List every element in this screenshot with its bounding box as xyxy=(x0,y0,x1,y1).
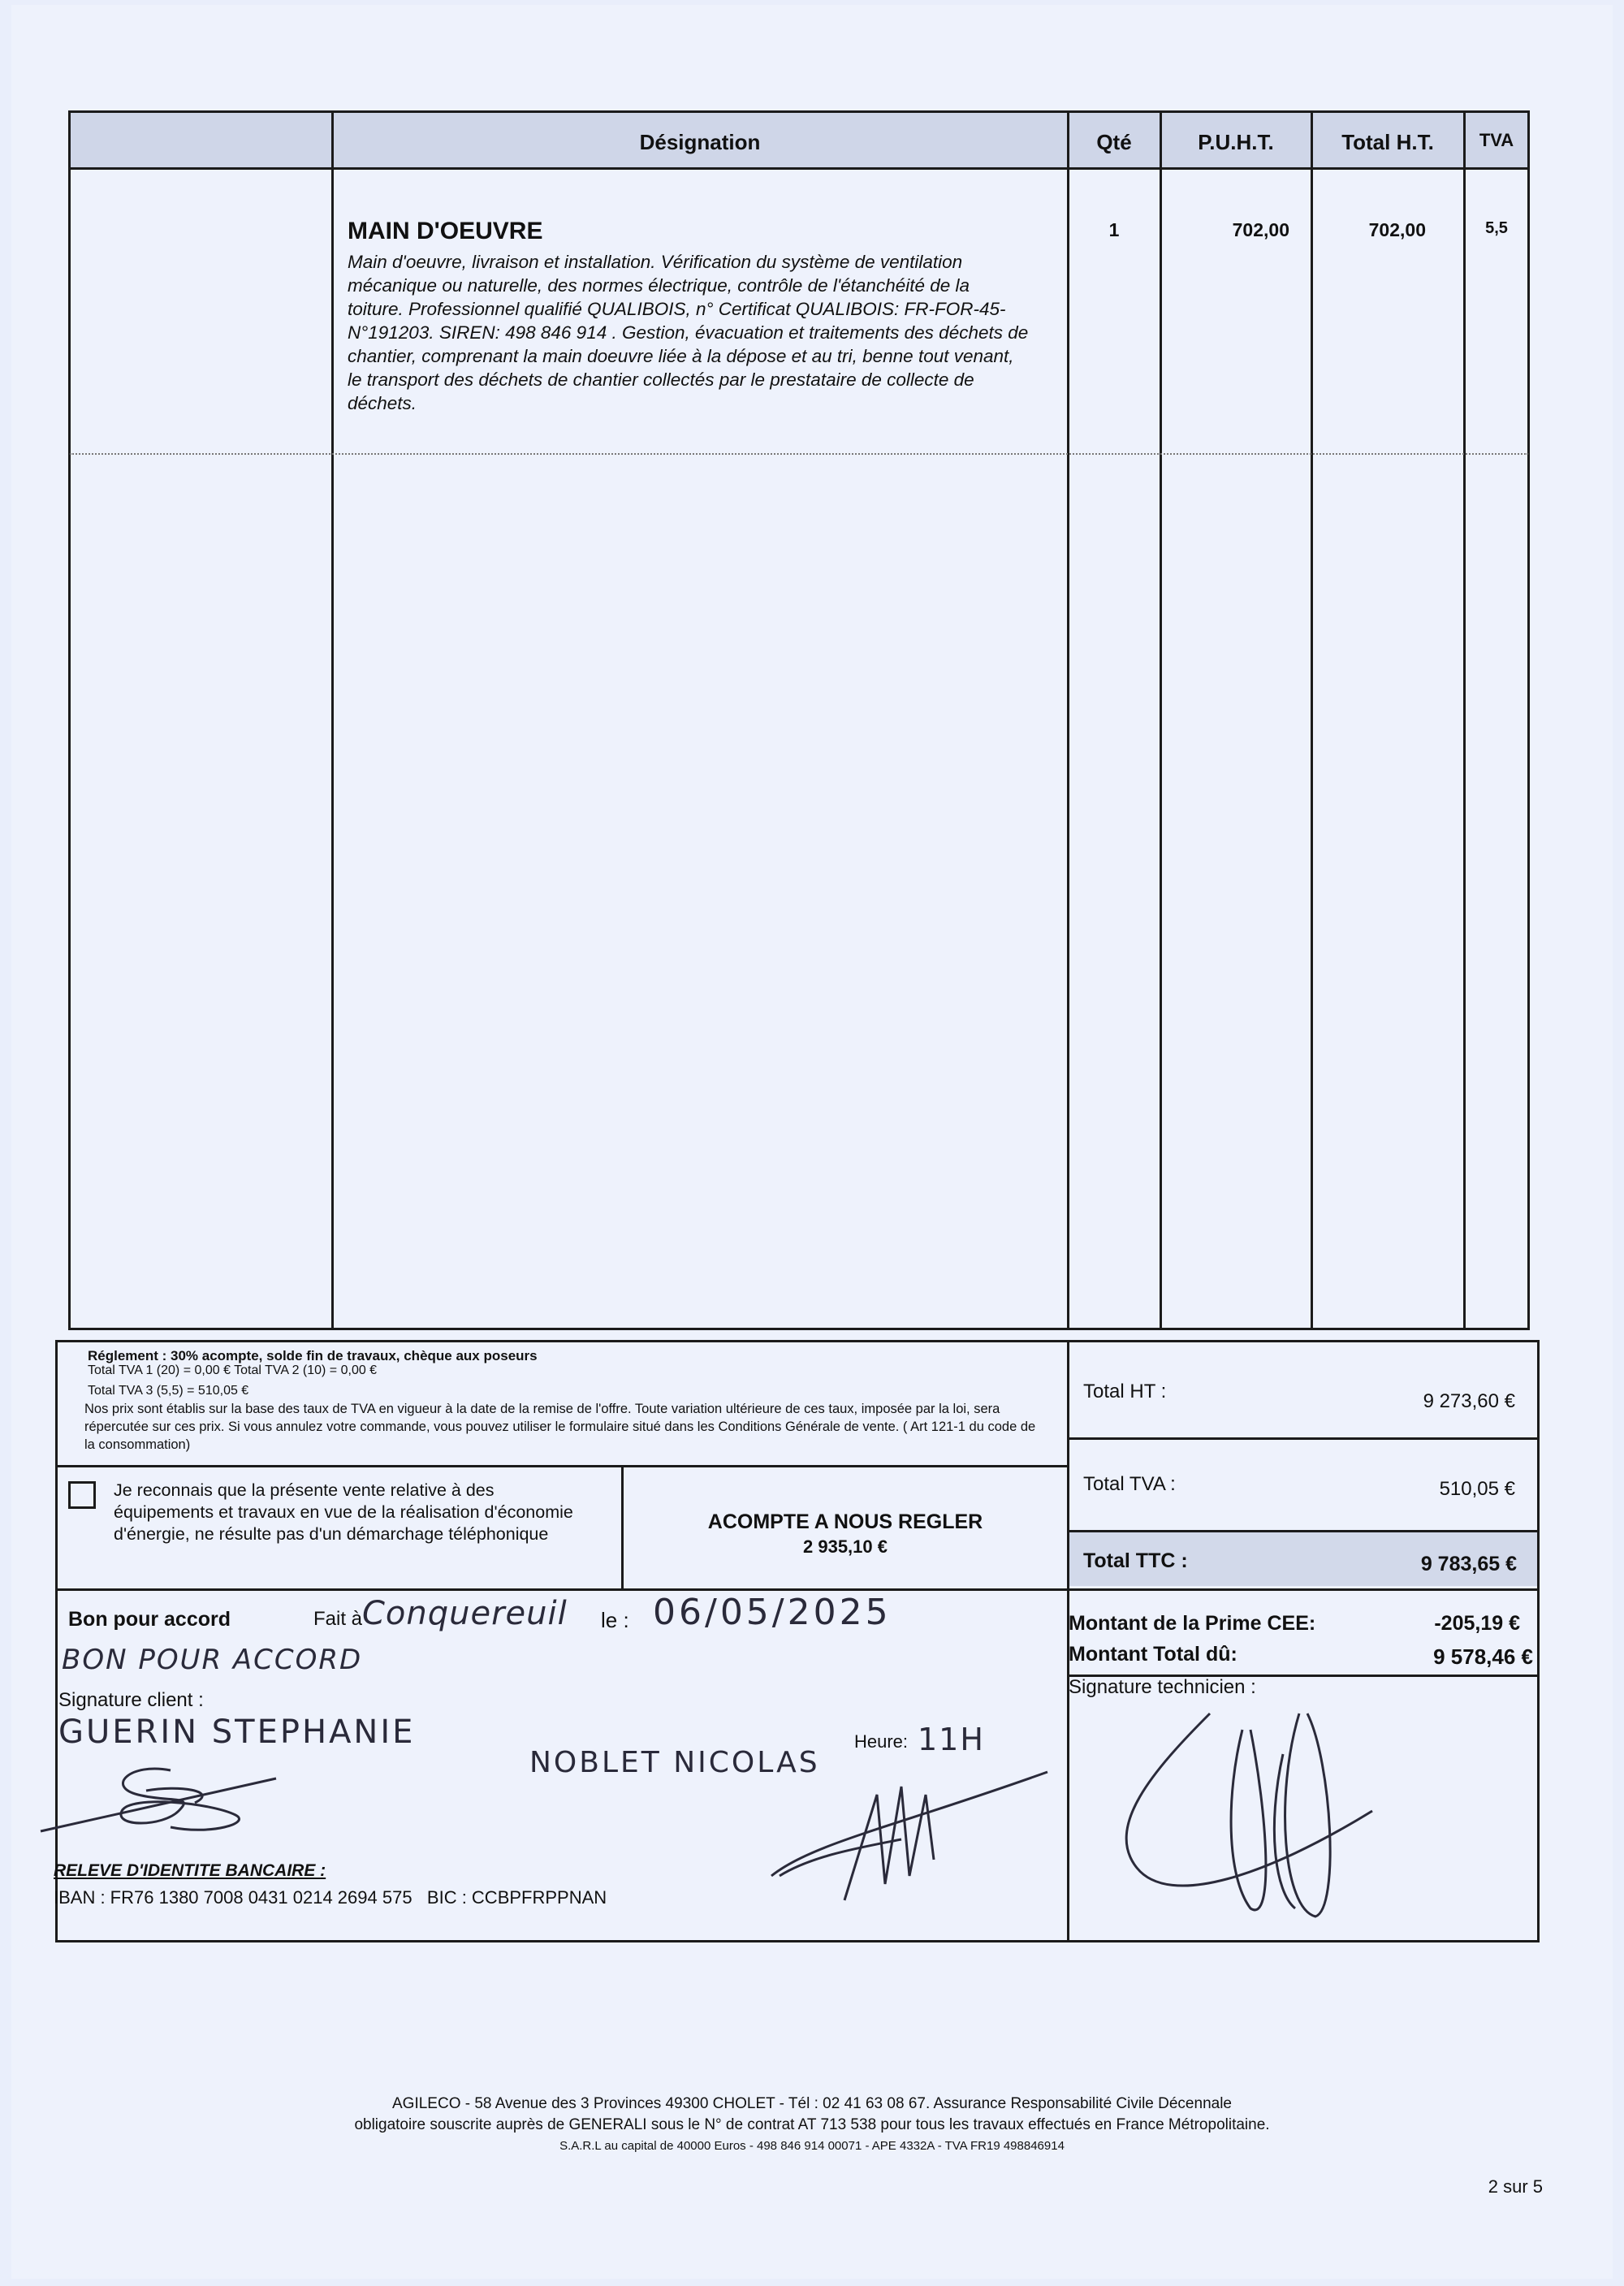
technician-signature-scribble xyxy=(763,1762,1056,1917)
client-signature xyxy=(32,1746,292,1860)
total-ht-value: 9 273,60 € xyxy=(1423,1390,1515,1412)
legal-notice: Nos prix sont établis sur la base des taux de TVA en vigueur à la date de la remise de l'offre. Toute variation ultérieure de ces taux, imposée par la loi, sera répercutée sur ces prix. Si vous annulez votre commande, vous pouvez utiliser le formulaire situé dans les Conditions Générale de vente. ( Art 121-1 du code de la consommation) xyxy=(84,1402,1036,1452)
row-separator xyxy=(70,453,1528,455)
technician-signature xyxy=(1104,1665,1397,1933)
item-total-ht: 702,00 xyxy=(1368,219,1426,240)
total-tva-value: 510,05 € xyxy=(1439,1478,1515,1500)
header-designation: Désignation xyxy=(639,130,761,154)
bon-pour-accord-label: Bon pour accord xyxy=(68,1608,231,1631)
montant-total-label: Montant Total dû: xyxy=(1069,1643,1237,1666)
fait-a-label: Fait à xyxy=(313,1608,363,1630)
tva-breakdown-2: Total TVA 3 (5,5) = 510,05 € xyxy=(88,1384,249,1398)
le-label: le : xyxy=(601,1608,629,1632)
footer-line-2: obligatoire souscrite auprès de GENERALI sous le N° de contrat AT 713 538 pour tous les travaux effectués en France Métropolitaine. xyxy=(354,2116,1270,2133)
date-value: 06/05/2025 xyxy=(653,1592,892,1633)
page-number: 2 sur 5 xyxy=(1488,2176,1543,2197)
technician-name: NOBLET NICOLAS xyxy=(529,1746,820,1779)
montant-total-value: 9 578,46 € xyxy=(1433,1644,1533,1669)
acompte-amount: 2 935,10 € xyxy=(803,1536,888,1557)
bon-pour-accord-handwritten: BON POUR ACCORD xyxy=(62,1644,363,1676)
header-tva: TVA xyxy=(1479,130,1514,150)
footer-line-1: AGILECO - 58 Avenue des 3 Provinces 49300 CHOLET - Tél : 02 41 63 08 67. Assurance Responsabilité Civile Décennale xyxy=(392,2095,1232,2112)
item-description: Main d'oeuvre, livraison et installation. Vérification du système de ventilation mécanique ou naturelle, des normes électrique, contrôle de l'étanchéité de la toiture. Professionnel qualifié QUALIBOIS, n° Certificat QUALIBOIS: FR-FOR-45-N°191203. SIREN: 498 846 914 . Gestion, évacuation et traitements des déchets de chantier, comprenant la main doeuvre liée à la dépose et au tri, benne tout venant, le transport des déchets de chantier collectés par le prestataire de collecte de déchets. xyxy=(348,252,1029,413)
bank-title: RELEVE D'IDENTITE BANCAIRE : xyxy=(54,1861,326,1880)
total-tva-label: Total TVA : xyxy=(1083,1473,1176,1495)
acompte-label: ACOMPTE A NOUS REGLER xyxy=(707,1510,983,1533)
reglement-text: Réglement : 30% acompte, solde fin de travaux, chèque aux poseurs xyxy=(88,1348,538,1363)
tva-breakdown-1: Total TVA 1 (20) = 0,00 € Total TVA 2 (10) = 0,00 € xyxy=(88,1363,378,1377)
item-title: MAIN D'OEUVRE xyxy=(348,218,543,244)
item-tva: 5,5 xyxy=(1485,219,1508,237)
prime-cee-label: Montant de la Prime CEE: xyxy=(1069,1612,1316,1635)
consent-checkbox[interactable] xyxy=(68,1481,96,1509)
header-total-ht: Total H.T. xyxy=(1341,130,1434,154)
header-puht: P.U.H.T. xyxy=(1198,130,1274,154)
signature-technicien-label: Signature technicien : xyxy=(1069,1676,1256,1698)
footer-line-3: S.A.R.L au capital de 40000 Euros - 498 846 914 00071 - APE 4332A - TVA FR19 498846914 xyxy=(559,2139,1065,2153)
fait-a-value: Conquereuil xyxy=(362,1595,568,1632)
item-qte: 1 xyxy=(1108,219,1120,240)
client-name: GUERIN STEPHANIE xyxy=(58,1713,416,1751)
heure-value: 11H xyxy=(918,1722,985,1757)
item-puht: 702,00 xyxy=(1232,219,1289,240)
total-ttc-label: Total TTC : xyxy=(1083,1549,1188,1572)
heure-label: Heure: xyxy=(854,1731,909,1752)
header-qte: Qté xyxy=(1096,130,1132,154)
total-ttc-value: 9 783,65 € xyxy=(1420,1553,1517,1575)
prime-cee-value: -205,19 € xyxy=(1434,1612,1520,1635)
signature-client-label: Signature client : xyxy=(58,1689,204,1711)
bank-details: IBAN : FR76 1380 7008 0431 0214 2694 575 BIC : CCBPFRPPNAN xyxy=(54,1887,607,1908)
consent-text: Je reconnais que la présente vente relative à des équipements et travaux en vue de la réalisation d'économie d'énergie, ne résulte pas d'un démarchage téléphonique xyxy=(114,1480,573,1544)
total-ht-label: Total HT : xyxy=(1083,1381,1167,1402)
